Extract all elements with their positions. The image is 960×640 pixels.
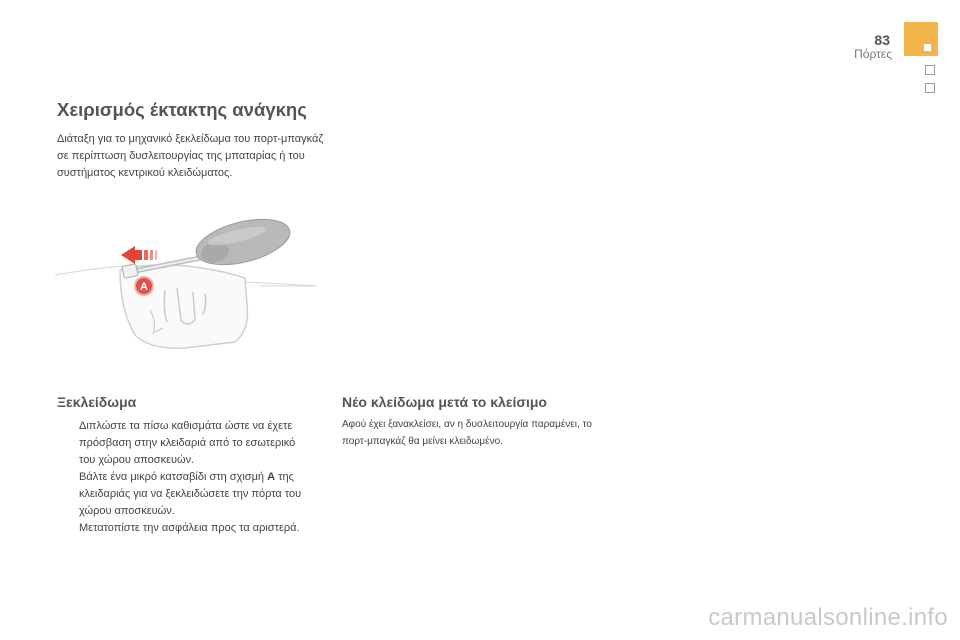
step-emphasis: A [267,471,276,483]
tab-square-icon [924,44,931,51]
unlock-steps [57,418,307,537]
unlock-heading: Ξεκλείδωμα [57,394,137,410]
section-title: Χειρισμός έκτακτης ανάγκης [57,99,307,120]
chapter-tab[interactable] [925,83,935,93]
step-text: της κλειδαριάς για να ξεκλειδώσετε την πόρτα του χώρου αποσκευών. [79,471,302,517]
list-item [57,520,307,537]
relock-body: Αφού έχει ξανακλείσει, αν η δυσλειτουργία παραμένει, το πορτ-μπαγκάζ θα μείνει κλειδωμένο. [342,419,592,447]
relock-heading: Νέο κλείδωμα μετά το κλείσιμο [342,394,547,410]
step-text: Μετατοπίστε την ασφάλεια προς τα αριστερά. [79,522,300,534]
watermark: carmanualsonline.info [708,604,948,631]
arrow-left-icon [121,246,157,264]
chapter-tab-active[interactable] [904,22,938,56]
section-intro: Διάταξη για το μηχανικό ξεκλείδωμα του πορτ-μπαγκάζ σε περίπτωση δυσλειτουργίας της μπαταρίας ή του συστήματος κεντρικού κλειδώματος. [57,133,324,179]
callout-label: A [140,281,148,293]
page-number: 83 [874,32,890,48]
chapter-tab[interactable] [925,65,935,75]
trunk-lock-diagram [55,210,320,360]
chapter-title: Πόρτες [854,47,892,61]
list-item [57,418,307,469]
callout-a-icon [135,277,153,295]
step-text: Διπλώστε τα πίσω καθισμάτα ώστε να έχετε πρόσβαση στην κλειδαριά από το εσωτερικό του χώρου αποσκευών. [79,420,296,466]
step-text: Βάλτε ένα μικρό κατσαβίδι στη σχισμή [79,471,268,483]
lock-illustration [55,210,320,360]
list-item [57,469,307,520]
